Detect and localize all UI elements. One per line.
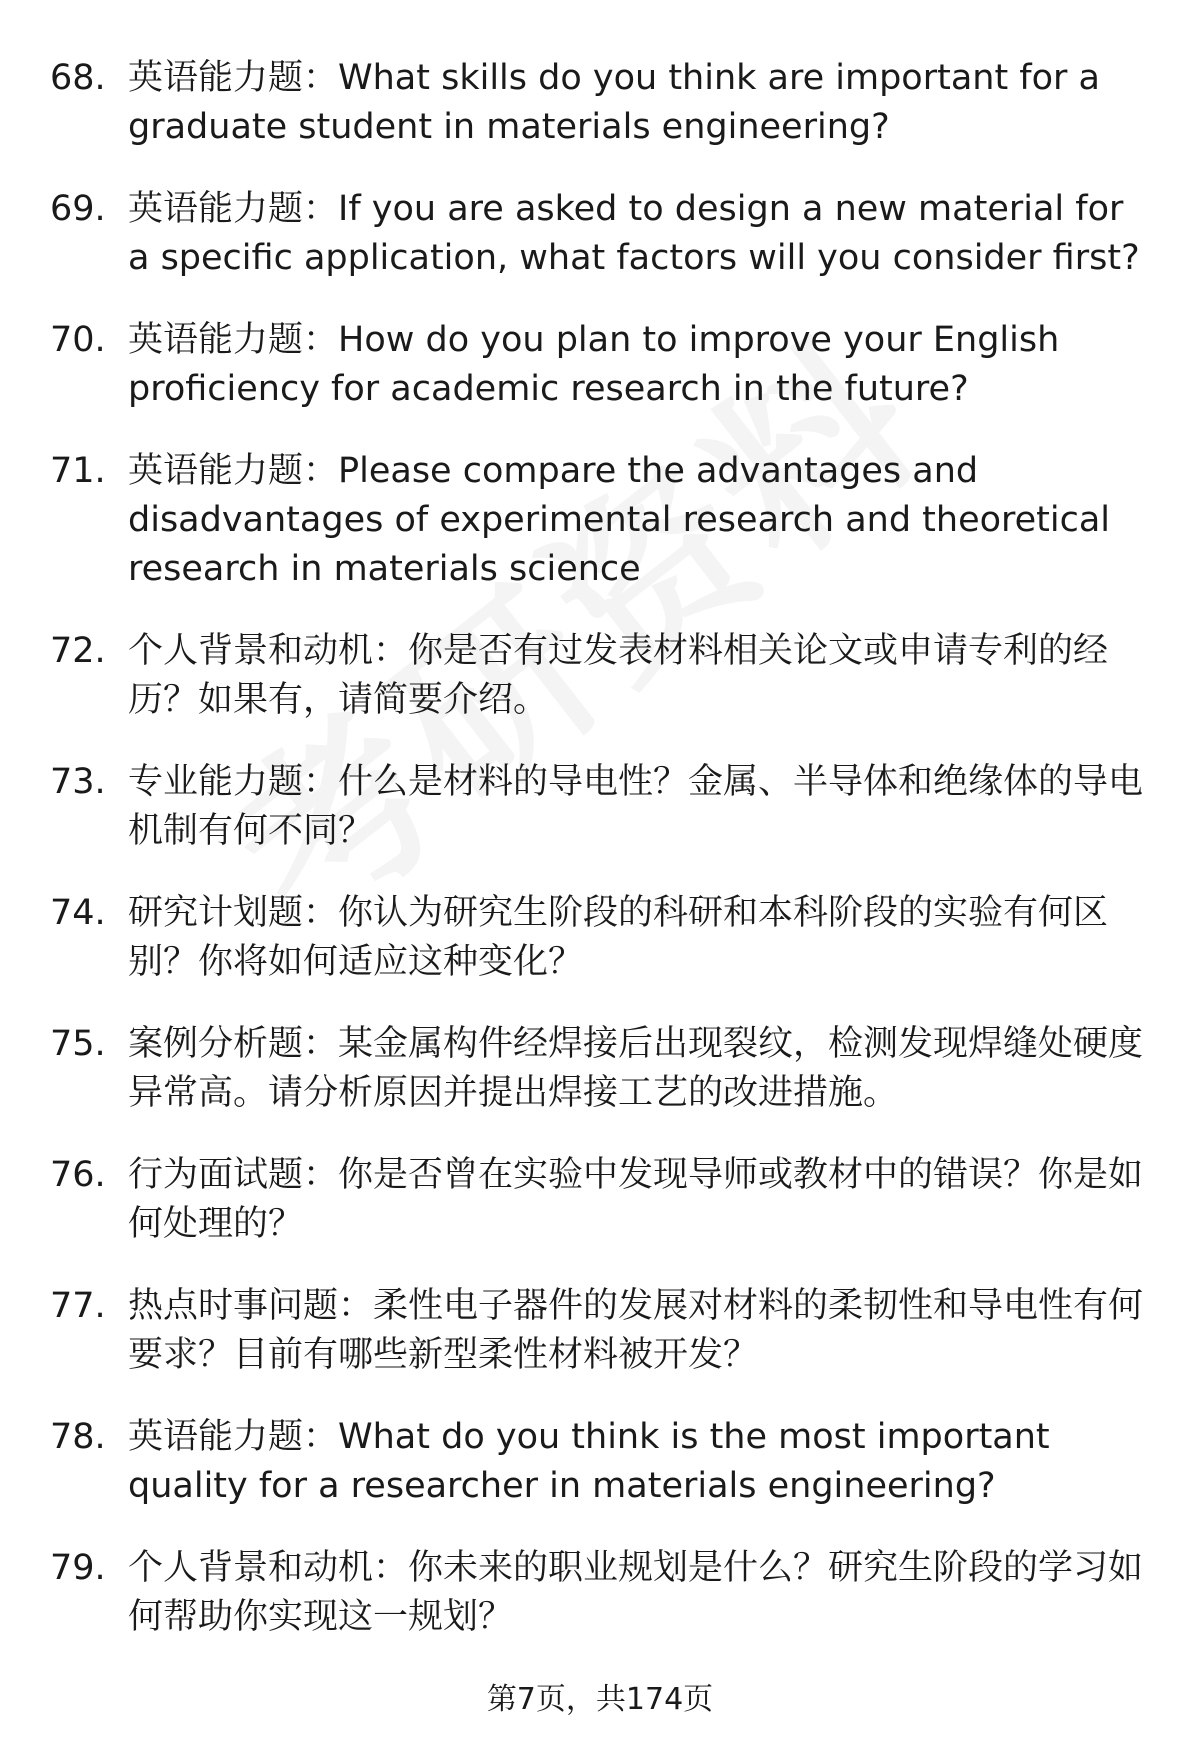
question-category: 英语能力题：: [128, 1417, 339, 1457]
page-number-label: 第7页，共174页: [486, 1682, 714, 1717]
question-number: 74.: [50, 893, 106, 933]
question-number: 69.: [50, 189, 106, 229]
question-number: 79.: [50, 1548, 106, 1588]
question-text: What do you think is the most important quality for a researcher in materials engineering?: [128, 1417, 1050, 1506]
question-body: [128, 1413, 1148, 1511]
question-item: [0, 758, 1200, 856]
question-item: [0, 316, 1200, 414]
question-category: 专业能力题：: [128, 762, 339, 802]
question-body: [128, 447, 1148, 594]
question-body: [128, 1020, 1148, 1118]
question-category: 英语能力题：: [128, 451, 339, 491]
question-text: 某金属构件经焊接后出现裂纹，检测发现焊缝处硬度异常高。请分析原因并提出焊接工艺的改进措施。: [128, 1024, 1144, 1113]
question-body: [128, 1544, 1148, 1642]
question-number: 70.: [50, 320, 106, 360]
question-item: [0, 1413, 1200, 1511]
page-footer: [0, 1680, 1200, 1720]
question-item: [0, 1151, 1200, 1249]
question-category: 个人背景和动机：: [128, 1548, 409, 1588]
question-text: If you are asked to design a new material for a specific application, what factors will you consider first?: [128, 189, 1140, 278]
question-category: 行为面试题：: [128, 1155, 339, 1195]
question-item: [0, 627, 1200, 725]
question-body: [128, 889, 1148, 987]
question-body: [128, 316, 1148, 414]
question-item: [0, 185, 1200, 283]
question-number: 77.: [50, 1286, 106, 1326]
question-category: 案例分析题：: [128, 1024, 339, 1064]
question-text: 你认为研究生阶段的科研和本科阶段的实验有何区别？你将如何适应这种变化？: [128, 893, 1109, 982]
question-category: 热点时事问题：: [128, 1286, 374, 1326]
question-category: 英语能力题：: [128, 189, 339, 229]
question-item: [0, 889, 1200, 987]
question-list: [0, 54, 1200, 1675]
question-item: [0, 447, 1200, 594]
question-number: 73.: [50, 762, 106, 802]
question-body: [128, 185, 1148, 283]
question-item: [0, 1544, 1200, 1642]
question-text: How do you plan to improve your English proficiency for academic research in the future?: [128, 320, 1060, 409]
question-item: [0, 1020, 1200, 1118]
question-category: 个人背景和动机：: [128, 631, 409, 671]
question-text: 你未来的职业规划是什么？研究生阶段的学习如何帮助你实现这一规划？: [128, 1548, 1144, 1637]
question-body: [128, 1282, 1148, 1380]
question-category: 研究计划题：: [128, 893, 339, 933]
question-number: 68.: [50, 58, 106, 98]
question-body: [128, 627, 1148, 725]
question-body: [128, 1151, 1148, 1249]
question-text: Please compare the advantages and disadvantages of experimental research and theoretical research in materials science: [128, 451, 1111, 589]
question-number: 78.: [50, 1417, 106, 1457]
question-number: 71.: [50, 451, 106, 491]
question-number: 75.: [50, 1024, 106, 1064]
question-text: 你是否有过发表材料相关论文或申请专利的经历？如果有，请简要介绍。: [128, 631, 1109, 720]
question-number: 72.: [50, 631, 106, 671]
question-item: [0, 54, 1200, 152]
question-text: 什么是材料的导电性？金属、半导体和绝缘体的导电机制有何不同？: [128, 762, 1144, 851]
question-number: 76.: [50, 1155, 106, 1195]
question-category: 英语能力题：: [128, 320, 339, 360]
question-text: What skills do you think are important for a graduate student in materials engineering?: [128, 58, 1101, 147]
question-item: [0, 1282, 1200, 1380]
question-text: 柔性电子器件的发展对材料的柔韧性和导电性有何要求？目前有哪些新型柔性材料被开发？: [128, 1286, 1144, 1375]
question-body: [128, 758, 1148, 856]
question-body: [128, 54, 1148, 152]
question-text: 你是否曾在实验中发现导师或教材中的错误？你是如何处理的？: [128, 1155, 1144, 1244]
question-category: 英语能力题：: [128, 58, 339, 98]
